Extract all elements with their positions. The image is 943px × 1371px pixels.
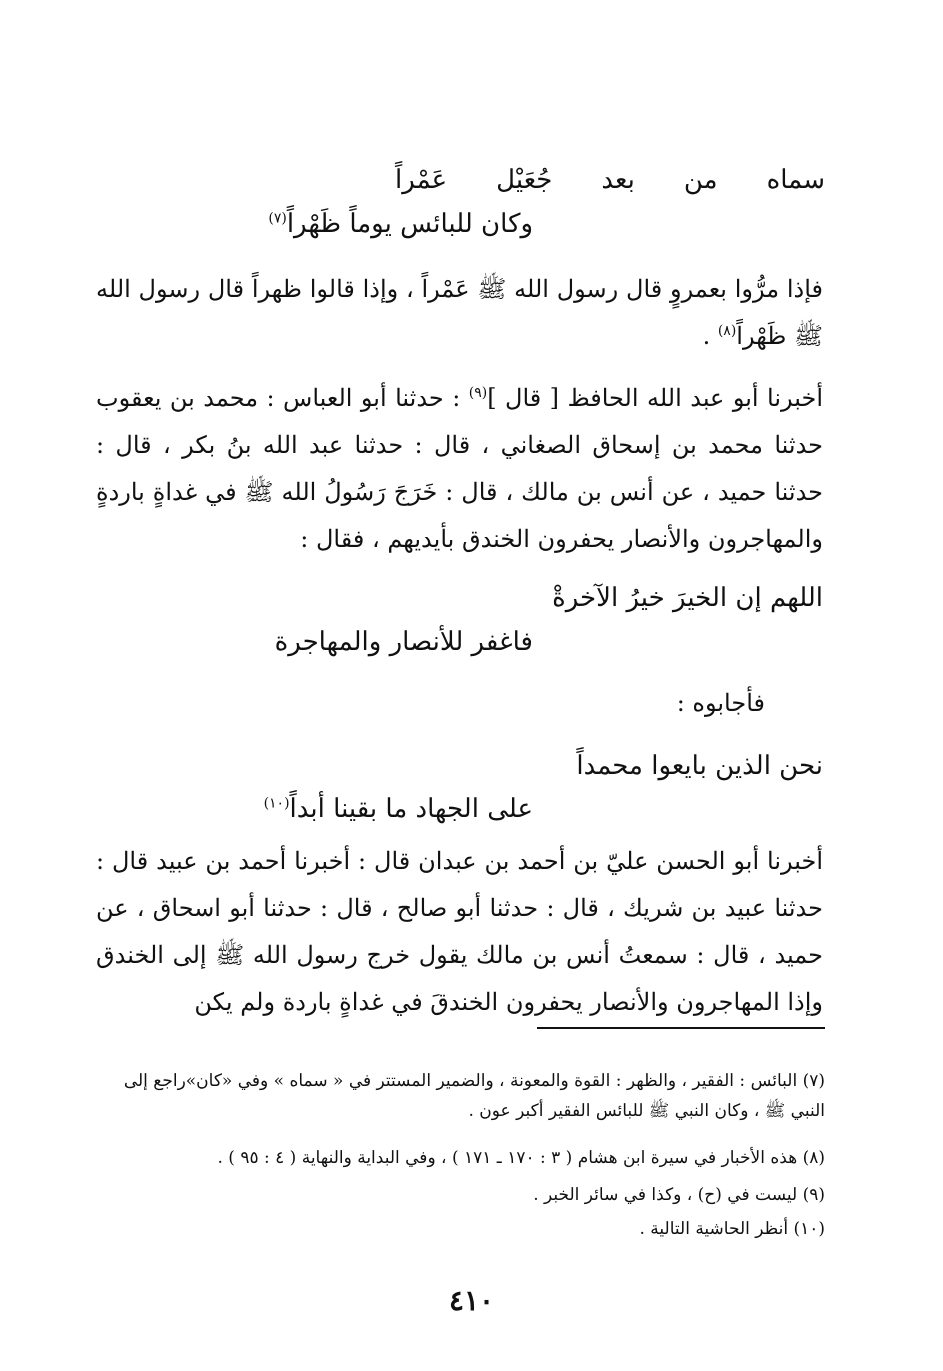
footnote-10: (١٠) أنظر الحاشية التالية . bbox=[639, 1219, 825, 1239]
paragraph-1-tail: . bbox=[702, 322, 718, 350]
paragraph-2-text-b: : حدثنا أبو العباس : محمد بن يعقوب حدثنا محمد بن إسحاق الصغاني ، قال : حدثنا عبد الله بنُ بكر ، قال : حدثنا حميد ، عن أنس بن مالك ، قال : خَرَجَ رَسُولُ الله ﷺ في غداةٍ باردةٍ والمهاجرون والأنصار يحفرون الخندق بأيديهم ، فقال : bbox=[96, 384, 823, 553]
footnote-7: (٧) البائس : الفقير ، والظهر : القوة والمعونة ، والضمير المستتر في « سماه » وفي «كان»راجع إلى النبي ﷺ ، وكان النبي ﷺ للبائس الفقير أكبر عون . bbox=[123, 1071, 825, 1121]
paragraph-4: أخبرنا أبو الحسن عليّ بن أحمد بن عبدان قال : أخبرنا أحمد بن عبيد قال : حدثنا عبيد بن شريك ، قال : حدثنا أبو صالح ، قال : حدثنا أبو اسحاق ، عن حميد ، قال : سمعتُ أنس بن مالك يقول خرج رسول الله ﷺ إلى الخندق وإذا المهاجرون والأنصار يحفرون الخندقَ في غداةٍ باردة ولم يكن bbox=[96, 847, 823, 1016]
paragraph-1 bbox=[96, 266, 823, 360]
paragraph-3: فأجابوه : bbox=[676, 689, 765, 717]
footnote-separator bbox=[537, 1027, 825, 1029]
verse-text: على الجهاد ما بقينا أبداً bbox=[289, 794, 533, 824]
paragraph-1-text: فإذا مرُّوا بعمروٍ قال رسول الله ﷺ عَمْراً ، وإذا قالوا ظهراً قال رسول الله ﷺ ظَهْراً bbox=[96, 275, 823, 350]
page-number: ٤١٠ bbox=[448, 1284, 495, 1317]
verse-2-second-hemistich: فاغفر للأنصار والمهاجرة bbox=[274, 627, 533, 657]
footnote-ref-9: (٩) bbox=[468, 385, 488, 401]
verse-3-first-hemistich: نحن الذين بايعوا محمداً bbox=[576, 751, 823, 781]
verse-3-second-hemistich bbox=[264, 791, 533, 827]
verse-2-first-hemistich: اللهم إن الخيرَ خيرُ الآخرةْ bbox=[552, 583, 823, 613]
footnote-ref-7: (٧) bbox=[268, 210, 287, 227]
verse-text: وكان للبائس يوماً ظَهْراً bbox=[286, 209, 533, 239]
footnote-ref-8: (٨) bbox=[717, 323, 737, 339]
paragraph-2-text-a: أخبرنا أبو عبد الله الحافظ [ قال ] bbox=[487, 384, 823, 412]
footnote-8: (٨) هذه الأخبار في سيرة ابن هشام ( ٣ : ١٧٠ ـ ١٧١ ) ، وفي البداية والنهاية ( ٤ : ٩٥ ) . bbox=[217, 1148, 825, 1168]
verse-1-first-hemistich: سماه من بعد جُعَيْل عَمْراً bbox=[395, 165, 825, 195]
verse-1-second-hemistich-text bbox=[268, 206, 533, 242]
footnote-9: (٩) ليست في (ح) ، وكذا في سائر الخبر . bbox=[533, 1185, 825, 1205]
footnote-ref-10: (١٠) bbox=[263, 795, 290, 812]
paragraph-2 bbox=[96, 375, 823, 563]
